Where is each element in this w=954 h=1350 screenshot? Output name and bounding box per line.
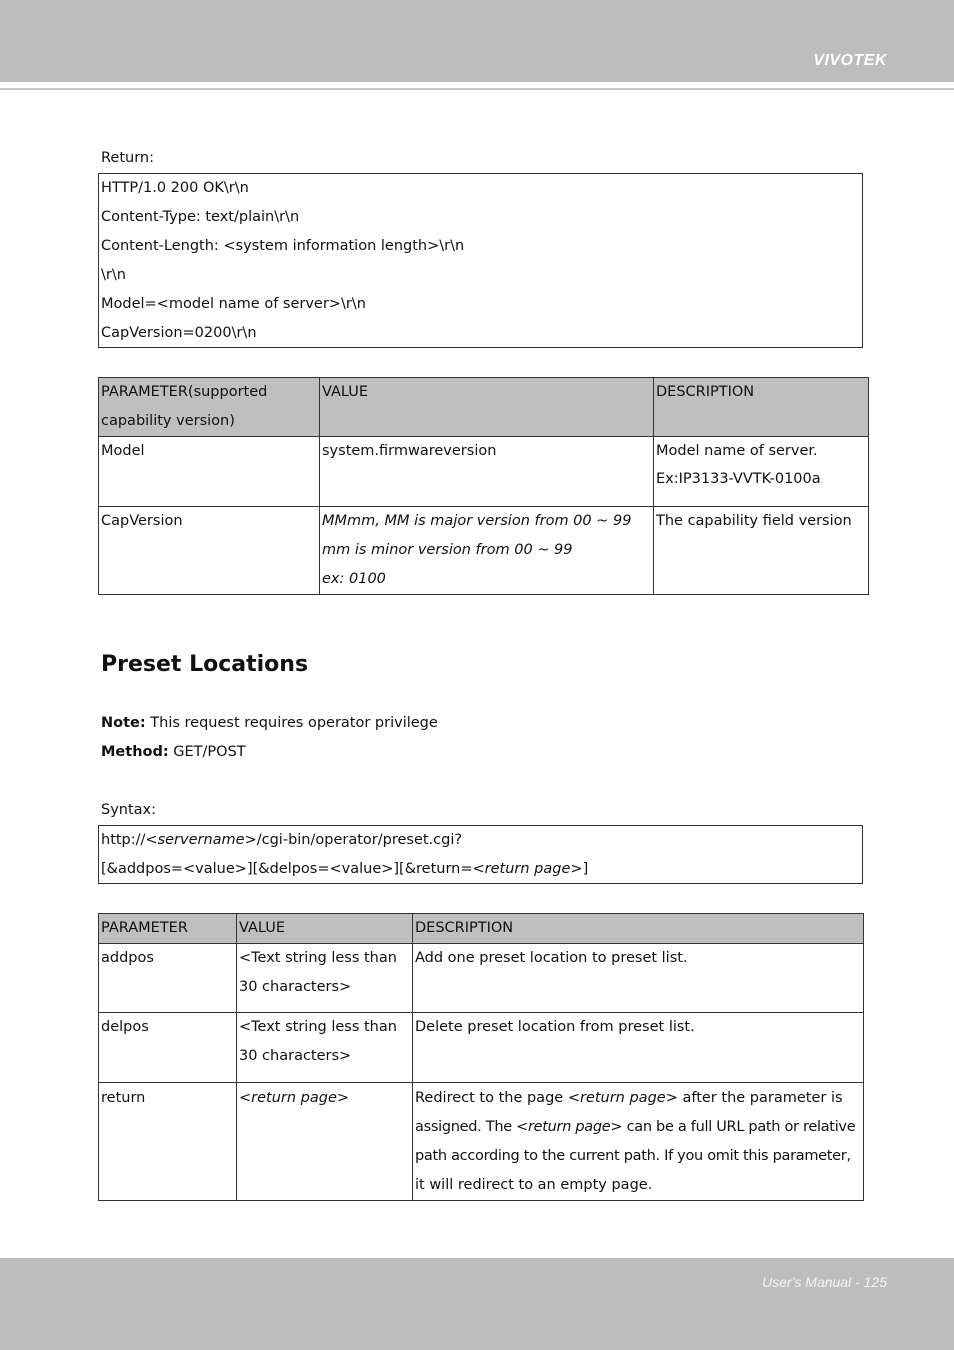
desc-line bbox=[415, 1084, 863, 1113]
return-box bbox=[98, 173, 863, 348]
value-cell: <return page> bbox=[237, 1083, 413, 1201]
table-row bbox=[99, 944, 864, 1013]
param-cell: delpos bbox=[99, 1013, 237, 1083]
syntax-text: /cgi-bin/operator/preset.cgi? bbox=[256, 832, 463, 848]
syntax-text: http:// bbox=[101, 832, 146, 848]
return-line: Model=<model name of server>\r\n bbox=[101, 296, 366, 312]
syntax-text: [&addpos=<value>][&delpos=<value>][&return= bbox=[101, 861, 473, 877]
table-row bbox=[99, 507, 869, 595]
value-cell bbox=[320, 437, 654, 507]
table-header-row bbox=[99, 914, 864, 944]
value-text: <Text string less than bbox=[239, 950, 397, 966]
value-cell bbox=[237, 944, 413, 1013]
return-line: Content-Type: text/plain\r\n bbox=[101, 209, 300, 225]
header-cell: DESCRIPTION bbox=[413, 914, 864, 944]
value-text: <Text string less than bbox=[239, 1019, 397, 1035]
value-text: 30 characters> bbox=[239, 979, 352, 995]
header-cell: DESCRIPTION bbox=[654, 378, 869, 437]
page-number: User's Manual - 125 bbox=[762, 1274, 887, 1290]
value-cell bbox=[320, 507, 654, 595]
header-cell bbox=[99, 378, 320, 437]
method-line bbox=[101, 744, 246, 760]
table-row bbox=[99, 1013, 864, 1083]
return-label: Return: bbox=[101, 150, 155, 166]
page-header bbox=[0, 0, 954, 82]
header-text: capability version) bbox=[101, 413, 235, 429]
page-footer bbox=[0, 1258, 954, 1350]
desc-text: <return page> bbox=[516, 1119, 623, 1135]
desc-cell: Delete preset location from preset list. bbox=[413, 1013, 864, 1083]
desc-text: can be a full URL path or relative bbox=[622, 1119, 856, 1135]
method-text: GET/POST bbox=[168, 744, 246, 760]
syntax-text: <servername> bbox=[145, 832, 257, 848]
return-line: HTTP/1.0 200 OK\r\n bbox=[101, 180, 249, 196]
desc-cell: Add one preset location to preset list. bbox=[413, 944, 864, 1013]
desc-text: Model name of server. bbox=[656, 443, 818, 459]
desc-line bbox=[415, 1113, 863, 1142]
preset-table bbox=[98, 913, 864, 1201]
table-row bbox=[99, 1083, 864, 1201]
desc-cell bbox=[654, 437, 869, 507]
return-line: CapVersion=0200\r\n bbox=[101, 325, 257, 341]
capability-table bbox=[98, 377, 869, 595]
desc-cell bbox=[413, 1083, 864, 1201]
param-cell: CapVersion bbox=[99, 507, 320, 595]
value-text: system.firmwareversion bbox=[322, 443, 497, 459]
syntax-box bbox=[98, 825, 863, 884]
param-cell: Model bbox=[99, 437, 320, 507]
note-label: Note: bbox=[101, 715, 146, 731]
desc-line: path according to the current path. If you omit this parameter, bbox=[415, 1148, 851, 1164]
syntax-label: Syntax: bbox=[101, 802, 157, 818]
return-line: \r\n bbox=[101, 267, 126, 283]
value-text: ex: 0100 bbox=[322, 571, 386, 587]
header-divider bbox=[0, 88, 954, 90]
desc-cell: The capability field version bbox=[654, 507, 869, 595]
table-row bbox=[99, 437, 869, 507]
method-label: Method: bbox=[101, 744, 169, 760]
header-cell: VALUE bbox=[320, 378, 654, 437]
desc-text: <return page> bbox=[567, 1090, 678, 1106]
syntax-text: ] bbox=[582, 861, 589, 877]
brand-logo-text: VIVOTEK bbox=[813, 52, 887, 69]
note-text: This request requires operator privilege bbox=[145, 715, 438, 731]
header-text: PARAMETER(supported bbox=[101, 384, 268, 400]
table-header-row bbox=[99, 378, 869, 437]
desc-text: Ex:IP3133-VVTK-0100a bbox=[656, 471, 821, 487]
value-text: mm is minor version from 00 ~ 99 bbox=[322, 542, 573, 558]
syntax-line bbox=[101, 832, 462, 848]
section-title: Preset Locations bbox=[101, 652, 309, 677]
desc-text: after the parameter is bbox=[677, 1090, 843, 1106]
desc-text: Redirect to the page bbox=[415, 1090, 568, 1106]
param-cell: return bbox=[99, 1083, 237, 1201]
syntax-text: <return page> bbox=[472, 861, 583, 877]
return-line: Content-Length: <system information length>\r\n bbox=[101, 238, 465, 254]
param-cell: addpos bbox=[99, 944, 237, 1013]
value-cell bbox=[237, 1013, 413, 1083]
value-text: 30 characters> bbox=[239, 1048, 352, 1064]
desc-line: it will redirect to an empty page. bbox=[415, 1177, 653, 1193]
header-cell: VALUE bbox=[237, 914, 413, 944]
note-line bbox=[101, 715, 438, 731]
syntax-line bbox=[101, 861, 588, 877]
value-text: MMmm, MM is major version from 00 ~ 99 bbox=[322, 513, 632, 529]
header-cell: PARAMETER bbox=[99, 914, 237, 944]
desc-text: assigned. The bbox=[415, 1119, 517, 1135]
